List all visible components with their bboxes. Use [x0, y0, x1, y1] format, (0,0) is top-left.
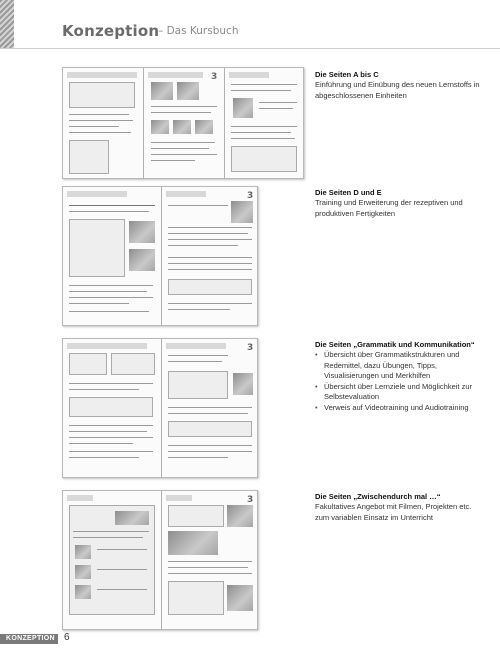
section-body: Einführung und Einübung des neuen Lernstoffs in abgeschlossenen Einheiten [315, 80, 480, 100]
section-bullet-item: • Übersicht über Lernziele und Möglichkeit zur Selbstevaluation [315, 382, 485, 403]
page-title: Konzeption [62, 22, 160, 40]
header-divider [0, 48, 500, 49]
page-divider [161, 187, 162, 325]
page-divider [224, 68, 225, 178]
spread-thumbnail-grammatik-kommunikation [62, 338, 258, 478]
thumbnail-page-number: 3 [247, 495, 254, 505]
section-heading: Die Seiten A bis C [315, 70, 379, 79]
thumbnail-page-number: 3 [247, 343, 254, 353]
section-bullet-item: • Übersicht über Grammatikstrukturen und Redemittel, dazu Übungen, Tipps, Visualisierungen und Merkhilfen [315, 350, 485, 382]
section-description-grammatik-kommunikation [315, 340, 485, 413]
section-description-zwischendurch-mal [315, 492, 485, 523]
header-stripe-decoration [0, 0, 14, 48]
thumbnail-page-number: 3 [211, 72, 218, 82]
section-heading: Die Seiten „Grammatik und Kommunikation“ [315, 340, 475, 349]
section-heading: Die Seiten D und E [315, 188, 382, 197]
section-body: Training und Erweiterung der rezeptiven und produktiven Fertigkeiten [315, 198, 463, 218]
header-bar [0, 0, 500, 48]
footer-section-label: KONZEPTION [0, 634, 58, 644]
page-divider [143, 68, 144, 178]
spread-thumbnail-zwischendurch-mal [62, 490, 258, 630]
section-description-pages-a-c [315, 70, 485, 101]
section-bullet-list [315, 350, 485, 413]
spread-thumbnail-pages-d-e [62, 186, 258, 326]
page-divider [161, 339, 162, 477]
section-heading: Die Seiten „Zwischendurch mal …“ [315, 492, 441, 501]
section-bullet-item: • Verweis auf Videotraining und Audiotraining [315, 403, 485, 414]
section-body: Fakultatives Angebot mit Filmen, Projekten etc. zum variablen Einsatz im Unterricht [315, 502, 472, 522]
spread-thumbnail-pages-a-c [62, 67, 304, 179]
thumbnail-page-number: 3 [247, 191, 254, 201]
page-subtitle: – Das Kursbuch [158, 25, 239, 37]
footer-page-number: 6 [64, 632, 70, 643]
page-divider [161, 491, 162, 629]
section-description-pages-d-e [315, 188, 485, 219]
